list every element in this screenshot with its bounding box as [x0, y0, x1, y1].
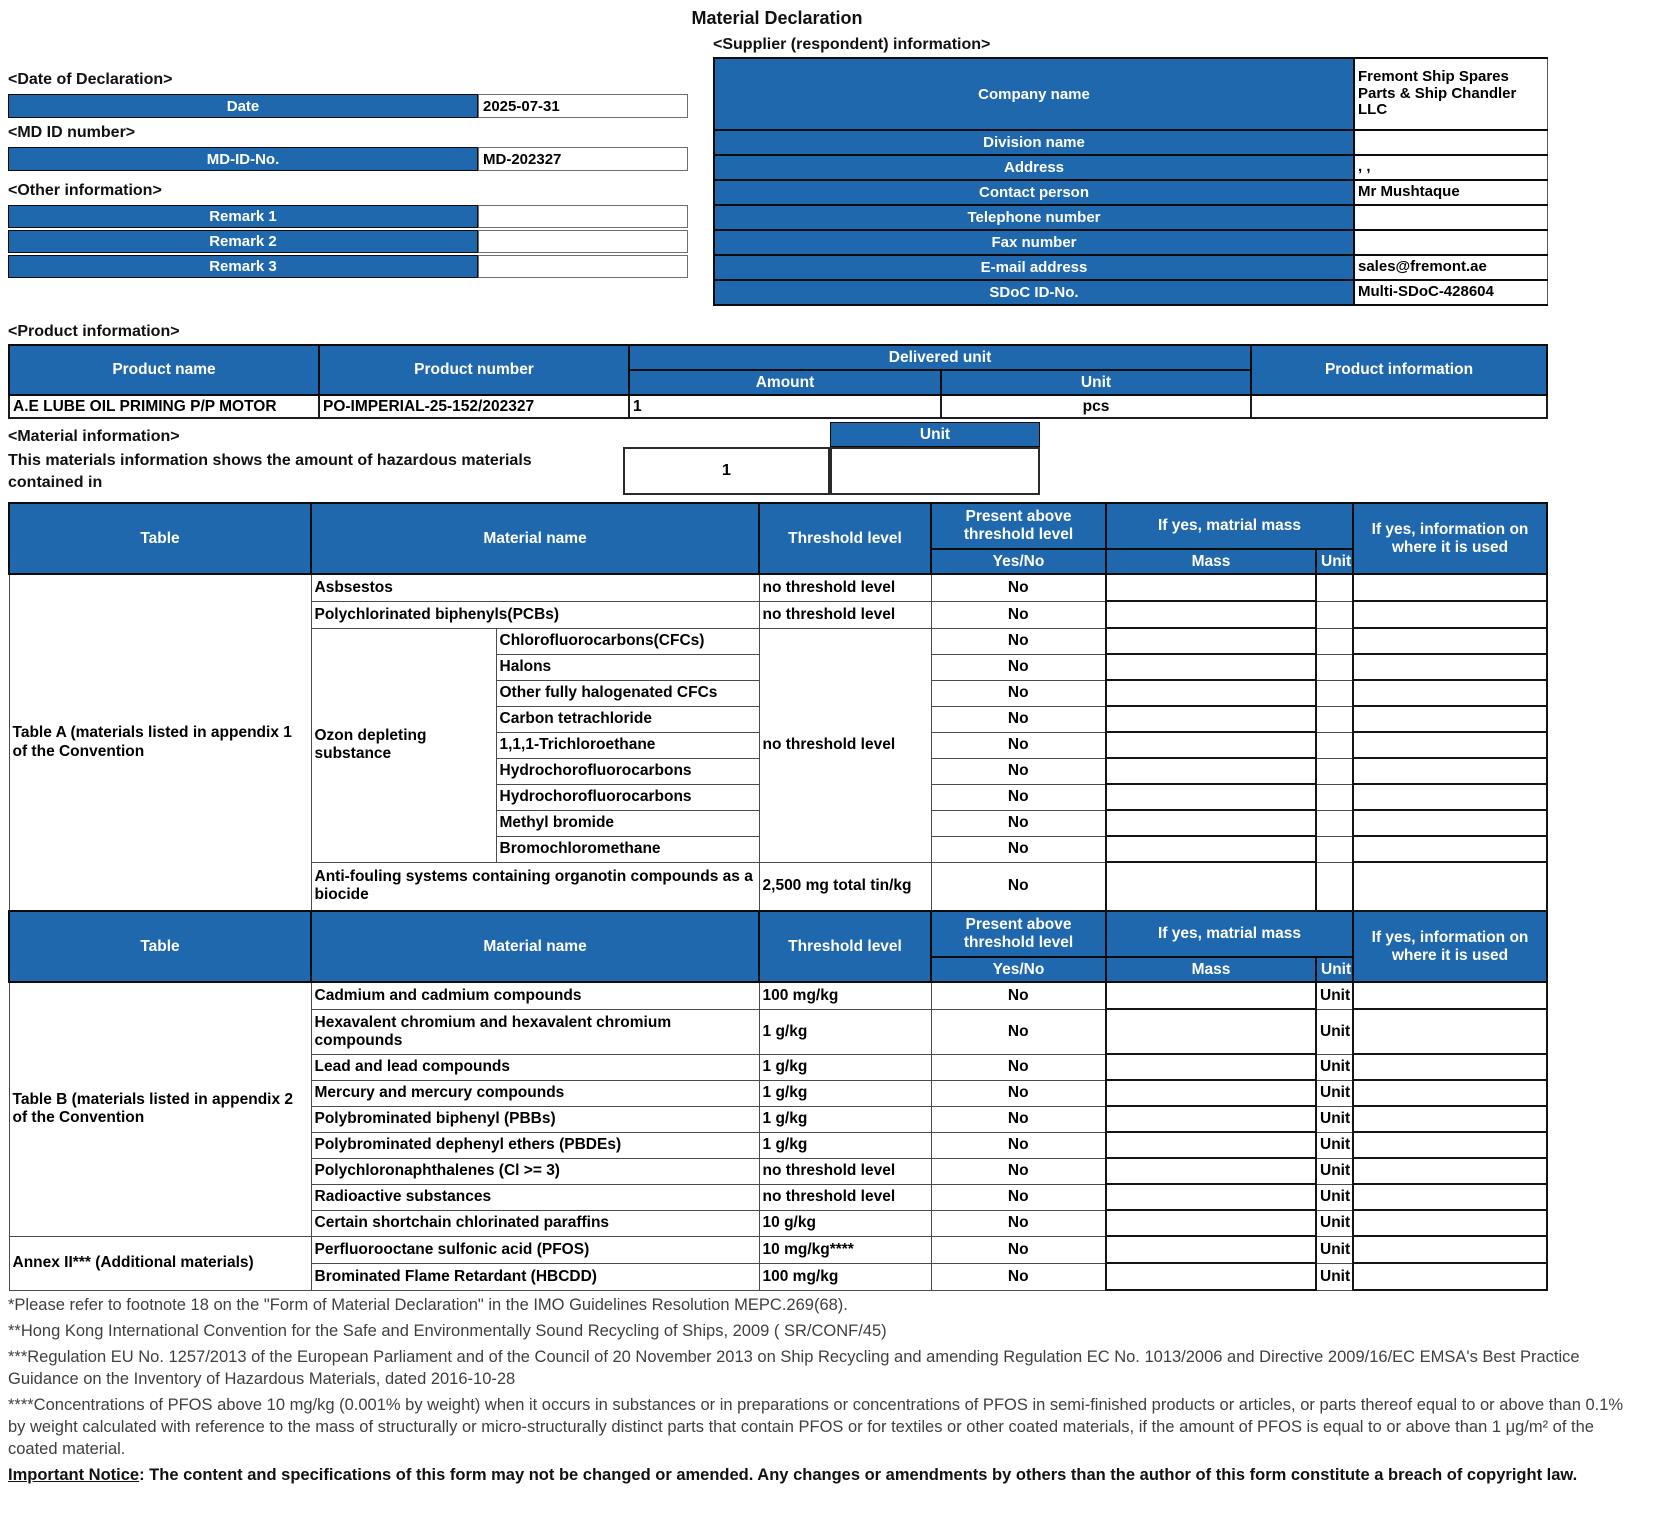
where-used-cell: [1353, 601, 1547, 628]
unit-cell: Unit: [1316, 1210, 1353, 1236]
where-used-cell: [1353, 1184, 1547, 1210]
threshold-cell: 10 mg/kg****: [759, 1236, 931, 1263]
material-name-cell: Lead and lead compounds: [311, 1054, 759, 1080]
product-amount-cell: 1: [629, 395, 941, 418]
mass-cell: [1106, 1080, 1316, 1106]
where-used-cell: [1353, 1080, 1547, 1106]
material-info-amount-box: 1: [623, 447, 830, 495]
where-used-cell: [1353, 1263, 1547, 1290]
where-used-cell: [1353, 982, 1547, 1009]
where-used-cell: [1353, 680, 1547, 706]
mass-cell: [1106, 1106, 1316, 1132]
important-notice-label: Important Notice: [8, 1466, 140, 1484]
mass-cell: [1106, 982, 1316, 1009]
product-row: [9, 395, 1547, 418]
threshold-cell: no threshold level: [759, 1184, 931, 1210]
table-row: [714, 205, 1547, 230]
supplier-value-telephone: [1354, 205, 1547, 230]
material-info-unit-header: Unit: [830, 422, 1040, 447]
col-header-if-yes-mass: If yes, matrial mass: [1106, 503, 1353, 549]
threshold-cell: 100 mg/kg: [759, 1263, 931, 1290]
unit-cell: [1316, 654, 1353, 680]
mass-cell: [1106, 628, 1316, 654]
threshold-cell: 10 g/kg: [759, 1210, 931, 1236]
unit-cell: [1316, 680, 1353, 706]
mass-cell: [1106, 1158, 1316, 1184]
table-row: [9, 1236, 1547, 1263]
date-row: [8, 94, 688, 118]
threshold-cell: 1 g/kg: [759, 1132, 931, 1158]
mass-cell: [1106, 574, 1316, 601]
section-date-of-declaration: <Date of Declaration>: [8, 71, 173, 88]
remark-2-row: [8, 230, 688, 253]
supplier-value-email: sales@fremont.ae: [1354, 255, 1547, 280]
yes-no-cell: No: [931, 574, 1106, 601]
footnotes: [8, 1294, 1645, 1490]
threshold-cell: no threshold level: [759, 601, 931, 628]
material-name-cell: Anti-fouling systems containing organotin compounds as a biocide: [311, 862, 759, 911]
remark-2-label-cell: Remark 2: [8, 230, 478, 253]
md-id-label-cell: MD-ID-No.: [8, 147, 478, 171]
yes-no-cell: No: [931, 628, 1106, 654]
mass-cell: [1106, 1210, 1316, 1236]
supplier-table: [713, 57, 1548, 306]
material-name-cell: Halons: [496, 654, 759, 680]
remark-1-value-cell: [478, 205, 688, 228]
yes-no-cell: No: [931, 1080, 1106, 1106]
section-material-information: <Material information>: [8, 428, 180, 445]
material-name-cell: Hexavalent chromium and hexavalent chromium compounds: [311, 1009, 759, 1054]
col-header-amount: Amount: [629, 370, 941, 395]
mass-cell: [1106, 601, 1316, 628]
remark-1-row: [8, 205, 688, 228]
table-row: [9, 982, 1547, 1009]
yes-no-cell: No: [931, 601, 1106, 628]
table-row: [714, 255, 1547, 280]
supplier-value-fax: [1354, 230, 1547, 255]
where-used-cell: [1353, 1158, 1547, 1184]
supplier-label-contact: Contact person: [714, 180, 1354, 205]
threshold-cell: 1 g/kg: [759, 1106, 931, 1132]
yes-no-cell: No: [931, 706, 1106, 732]
yes-no-cell: No: [931, 758, 1106, 784]
col-header-table: Table: [9, 911, 311, 982]
unit-cell: [1316, 574, 1353, 601]
threshold-cell: no threshold level: [759, 574, 931, 601]
table-row: [9, 911, 1547, 957]
col-header-mass: Mass: [1106, 549, 1316, 574]
col-header-product-information: Product information: [1251, 345, 1547, 395]
ozone-group-label-cell: Ozon depleting substance: [311, 628, 496, 862]
unit-cell: Unit: [1316, 1080, 1353, 1106]
remark-3-value-cell: [478, 255, 688, 278]
col-header-if-yes-mass: If yes, matrial mass: [1106, 911, 1353, 957]
where-used-cell: [1353, 732, 1547, 758]
where-used-cell: [1353, 1210, 1547, 1236]
unit-cell: [1316, 706, 1353, 732]
material-name-cell: 1,1,1-Trichloroethane: [496, 732, 759, 758]
material-name-cell: Asbsestos: [311, 574, 759, 601]
product-info-cell: [1251, 395, 1547, 418]
supplier-label-sdoc: SDoC ID-No.: [714, 280, 1354, 305]
mass-cell: [1106, 862, 1316, 911]
unit-cell: Unit: [1316, 1106, 1353, 1132]
material-name-cell: Cadmium and cadmium compounds: [311, 982, 759, 1009]
table-row: [714, 155, 1547, 180]
unit-cell: [1316, 862, 1353, 911]
col-header-unit: Unit: [1316, 549, 1353, 574]
unit-cell: Unit: [1316, 982, 1353, 1009]
footnote-3: ***Regulation EU No. 1257/2013 of the European Parliament and of the Council of 20 November 2013 on Ship Recycling and amending Regulation EC No. 1013/2006 and Directive 2009/16/EC EMSA's Best Practice Guidance on the Inventory of Hazardous Materials, dated 2016-10-28: [8, 1348, 1580, 1388]
yes-no-cell: No: [931, 1106, 1106, 1132]
supplier-label-email: E-mail address: [714, 255, 1354, 280]
product-unit-cell: pcs: [941, 395, 1251, 418]
unit-cell: [1316, 784, 1353, 810]
unit-cell: Unit: [1316, 1009, 1353, 1054]
table-b-label-cell: Table B (materials listed in appendix 2 of the Convention: [9, 982, 311, 1236]
material-name-cell: Other fully halogenated CFCs: [496, 680, 759, 706]
table-row: [9, 574, 1547, 601]
mass-cell: [1106, 654, 1316, 680]
material-name-cell: Methyl bromide: [496, 810, 759, 836]
remark-3-label-cell: Remark 3: [8, 255, 478, 278]
mass-cell: [1106, 758, 1316, 784]
material-name-cell: Polybrominated biphenyl (PBBs): [311, 1106, 759, 1132]
yes-no-cell: No: [931, 732, 1106, 758]
mass-cell: [1106, 1132, 1316, 1158]
table-row: [9, 345, 1547, 370]
unit-cell: Unit: [1316, 1054, 1353, 1080]
where-used-cell: [1353, 784, 1547, 810]
supplier-label-address: Address: [714, 155, 1354, 180]
col-header-if-yes-info: If yes, information on where it is used: [1353, 911, 1547, 982]
col-header-product-name: Product name: [9, 345, 319, 395]
remark-3-row: [8, 255, 688, 278]
col-header-threshold-level: Threshold level: [759, 503, 931, 574]
material-name-cell: Brominated Flame Retardant (HBCDD): [311, 1263, 759, 1290]
where-used-cell: [1353, 810, 1547, 836]
yes-no-cell: No: [931, 1236, 1106, 1263]
date-value-cell: 2025-07-31: [478, 94, 688, 118]
material-name-cell: Bromochloromethane: [496, 836, 759, 862]
product-name-cell: A.E LUBE OIL PRIMING P/P MOTOR: [9, 395, 319, 418]
yes-no-cell: No: [931, 810, 1106, 836]
supplier-label-company: Company name: [714, 58, 1354, 130]
table-row: [714, 180, 1547, 205]
where-used-cell: [1353, 1054, 1547, 1080]
table-row: [714, 58, 1547, 130]
col-header-mass: Mass: [1106, 957, 1316, 982]
yes-no-cell: No: [931, 1210, 1106, 1236]
md-id-row: [8, 147, 688, 171]
section-supplier-information: <Supplier (respondent) information>: [713, 36, 991, 53]
threshold-cell: no threshold level: [759, 1158, 931, 1184]
footnote-4: ****Concentrations of PFOS above 10 mg/kg (0.001% by weight) when it occurs in substances or in preparations or concentrations of PFOS in semi-finished products or articles, or parts thereof equal to or above than 0.1% by weight calculated with reference to the mass of structurally or micro-structurally distinct parts that contain PFOS or for textiles or other coated materials, if the amount of PFOS is equal to or above than 1 μg/m² of the coated material.: [8, 1396, 1624, 1458]
yes-no-cell: No: [931, 680, 1106, 706]
col-header-if-yes-info: If yes, information on where it is used: [1353, 503, 1547, 574]
unit-cell: Unit: [1316, 1263, 1353, 1290]
mass-cell: [1106, 836, 1316, 862]
supplier-value-division: [1354, 130, 1547, 155]
unit-cell: Unit: [1316, 1132, 1353, 1158]
where-used-cell: [1353, 706, 1547, 732]
table-row: [714, 280, 1547, 305]
footnote-1: *Please refer to footnote 18 on the "Form of Material Declaration" in the IMO Guidelines Resolution MEPC.269(68).: [8, 1296, 848, 1314]
col-header-yes-no: Yes/No: [931, 549, 1106, 574]
supplier-value-contact: Mr Mushtaque: [1354, 180, 1547, 205]
col-header-delivered-unit: Delivered unit: [629, 345, 1251, 370]
material-name-cell: Chlorofluorocarbons(CFCs): [496, 628, 759, 654]
hazardous-materials-table: [8, 502, 1548, 1291]
material-name-cell: Radioactive substances: [311, 1184, 759, 1210]
remark-1-label-cell: Remark 1: [8, 205, 478, 228]
where-used-cell: [1353, 836, 1547, 862]
table-row: [714, 230, 1547, 255]
where-used-cell: [1353, 628, 1547, 654]
footnote-2: **Hong Kong International Convention for the Safe and Environmentally Sound Recycling of Ships, 2009 ( SR/CONF/45): [8, 1322, 887, 1340]
where-used-cell: [1353, 1132, 1547, 1158]
important-notice-text: : The content and specifications of this form may not be changed or amended. Any changes or amendments by others than the author of this form constitute a breach of copyright law.: [139, 1466, 1578, 1484]
unit-cell: [1316, 836, 1353, 862]
material-info-unit-box: [830, 447, 1040, 495]
material-name-cell: Hydrochorofluorocarbons: [496, 758, 759, 784]
material-name-cell: Certain shortchain chlorinated paraffins: [311, 1210, 759, 1236]
col-header-unit: Unit: [1316, 957, 1353, 982]
where-used-cell: [1353, 574, 1547, 601]
threshold-cell: 1 g/kg: [759, 1009, 931, 1054]
where-used-cell: [1353, 1236, 1547, 1263]
table-a-label-cell: Table A (materials listed in appendix 1 of the Convention: [9, 574, 311, 911]
col-header-material-name: Material name: [311, 503, 759, 574]
threshold-cell: 1 g/kg: [759, 1054, 931, 1080]
unit-cell: [1316, 732, 1353, 758]
where-used-cell: [1353, 862, 1547, 911]
product-number-cell: PO-IMPERIAL-25-152/202327: [319, 395, 629, 418]
mass-cell: [1106, 810, 1316, 836]
remark-2-value-cell: [478, 230, 688, 253]
col-header-product-number: Product number: [319, 345, 629, 395]
supplier-label-telephone: Telephone number: [714, 205, 1354, 230]
col-header-present-above: Present above threshold level: [931, 911, 1106, 957]
where-used-cell: [1353, 654, 1547, 680]
threshold-cell: 100 mg/kg: [759, 982, 931, 1009]
col-header-threshold-level: Threshold level: [759, 911, 931, 982]
unit-cell: [1316, 601, 1353, 628]
supplier-label-fax: Fax number: [714, 230, 1354, 255]
col-header-table: Table: [9, 503, 311, 574]
yes-no-cell: No: [931, 654, 1106, 680]
supplier-value-address: , ,: [1354, 155, 1547, 180]
date-label-cell: Date: [8, 94, 478, 118]
yes-no-cell: No: [931, 784, 1106, 810]
col-header-present-above: Present above threshold level: [931, 503, 1106, 549]
yes-no-cell: No: [931, 1263, 1106, 1290]
col-header-unit: Unit: [941, 370, 1251, 395]
material-name-cell: Perfluorooctane sulfonic acid (PFOS): [311, 1236, 759, 1263]
yes-no-cell: No: [931, 862, 1106, 911]
mass-cell: [1106, 1263, 1316, 1290]
mass-cell: [1106, 1009, 1316, 1054]
yes-no-cell: No: [931, 1009, 1106, 1054]
material-name-cell: Hydrochorofluorocarbons: [496, 784, 759, 810]
threshold-cell: no threshold level: [759, 628, 931, 862]
annex-label-cell: Annex II*** (Additional materials): [9, 1236, 311, 1290]
important-notice: [8, 1464, 1645, 1486]
product-table: [8, 344, 1548, 419]
col-header-yes-no: Yes/No: [931, 957, 1106, 982]
mass-cell: [1106, 680, 1316, 706]
mass-cell: [1106, 1054, 1316, 1080]
where-used-cell: [1353, 1009, 1547, 1054]
unit-cell: Unit: [1316, 1158, 1353, 1184]
yes-no-cell: No: [931, 982, 1106, 1009]
material-info-description: This materials information shows the amount of hazardous materials contained in: [8, 452, 532, 491]
yes-no-cell: No: [931, 1132, 1106, 1158]
table-row: [714, 130, 1547, 155]
supplier-value-company: Fremont Ship Spares Parts & Ship Chandler LLC: [1354, 58, 1547, 130]
threshold-cell: 1 g/kg: [759, 1080, 931, 1106]
material-name-cell: Polybrominated dephenyl ethers (PBDEs): [311, 1132, 759, 1158]
material-name-cell: Polychloronaphthalenes (Cl >= 3): [311, 1158, 759, 1184]
mass-cell: [1106, 706, 1316, 732]
yes-no-cell: No: [931, 1054, 1106, 1080]
section-other-information: <Other information>: [8, 182, 162, 199]
md-id-value-cell: MD-202327: [478, 147, 688, 171]
section-product-information: <Product information>: [8, 323, 180, 340]
material-name-cell: Mercury and mercury compounds: [311, 1080, 759, 1106]
where-used-cell: [1353, 758, 1547, 784]
mass-cell: [1106, 1236, 1316, 1263]
yes-no-cell: No: [931, 836, 1106, 862]
unit-cell: [1316, 628, 1353, 654]
material-name-cell: Carbon tetrachloride: [496, 706, 759, 732]
where-used-cell: [1353, 1106, 1547, 1132]
section-md-id-number: <MD ID number>: [8, 124, 136, 141]
unit-cell: Unit: [1316, 1184, 1353, 1210]
threshold-cell: 2,500 mg total tin/kg: [759, 862, 931, 911]
supplier-label-division: Division name: [714, 130, 1354, 155]
page-title: Material Declaration: [691, 8, 863, 28]
material-name-cell: Polychlorinated biphenyls(PCBs): [311, 601, 759, 628]
col-header-material-name: Material name: [311, 911, 759, 982]
unit-cell: [1316, 810, 1353, 836]
table-row: [9, 503, 1547, 549]
yes-no-cell: No: [931, 1184, 1106, 1210]
mass-cell: [1106, 732, 1316, 758]
mass-cell: [1106, 784, 1316, 810]
mass-cell: [1106, 1184, 1316, 1210]
supplier-value-sdoc: Multi-SDoC-428604: [1354, 280, 1547, 305]
yes-no-cell: No: [931, 1158, 1106, 1184]
unit-cell: [1316, 758, 1353, 784]
unit-cell: Unit: [1316, 1236, 1353, 1263]
